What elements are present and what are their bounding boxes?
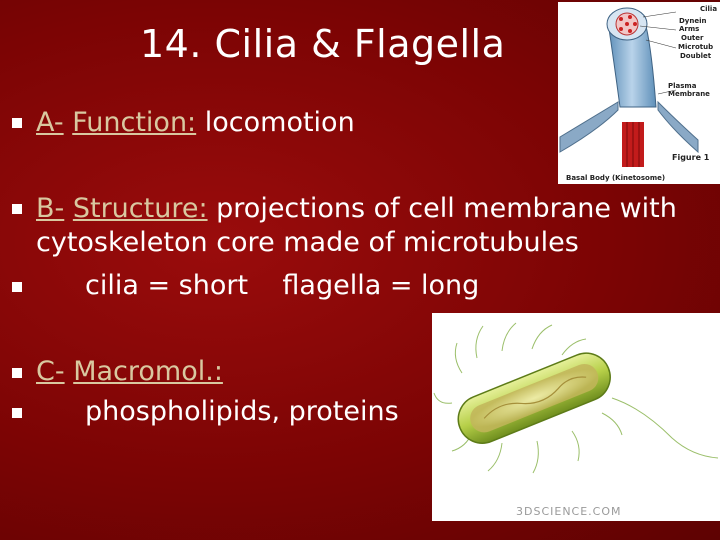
watermark-3dscience: 3DSCIENCE.COM [516,505,622,518]
label-membrane: Membrane [668,90,710,98]
item-a [36,107,355,138]
item-b-continuation: cytoskeleton core made of microtubules [36,227,579,258]
label-outer: Outer [681,34,704,42]
bacterium-image [432,313,720,521]
item-b-sub: cilia = short flagella = long [85,270,480,301]
cilia-diagram [558,2,720,184]
label-plasma: Plasma [668,82,697,90]
item-c [36,356,223,387]
item-b-prefix: B- [36,193,65,224]
label-arms: Arms [679,25,700,33]
item-a-label: Function: [72,107,197,138]
label-basal-body: Basal Body (Kinetosome) [566,174,666,182]
item-b [36,193,677,224]
item-c-label: Macromol.: [73,356,223,387]
label-cilia: Cilia [700,5,718,13]
bullet-c [12,368,22,378]
bacterium-svg [432,313,720,521]
item-c-prefix: C- [36,356,65,387]
item-a-text: locomotion [204,107,355,138]
label-microtub: Microtub [678,43,714,51]
bullet-a [12,118,22,128]
bullet-c-sub [12,408,22,418]
bullet-b [12,204,22,214]
item-b-text: projections of cell membrane with [216,193,677,224]
bullet-b-sub [12,282,22,292]
slide-title: 14. Cilia & Flagella [140,22,506,66]
item-c-sub: phospholipids, proteins [85,396,399,427]
label-figure-1: Figure 1 [672,153,710,162]
item-a-prefix: A- [36,107,64,138]
label-dynein: Dynein [679,17,707,25]
item-b-label: Structure: [72,193,208,224]
label-doublet: Doublet [680,52,712,60]
cilia-diagram-svg [558,2,720,184]
